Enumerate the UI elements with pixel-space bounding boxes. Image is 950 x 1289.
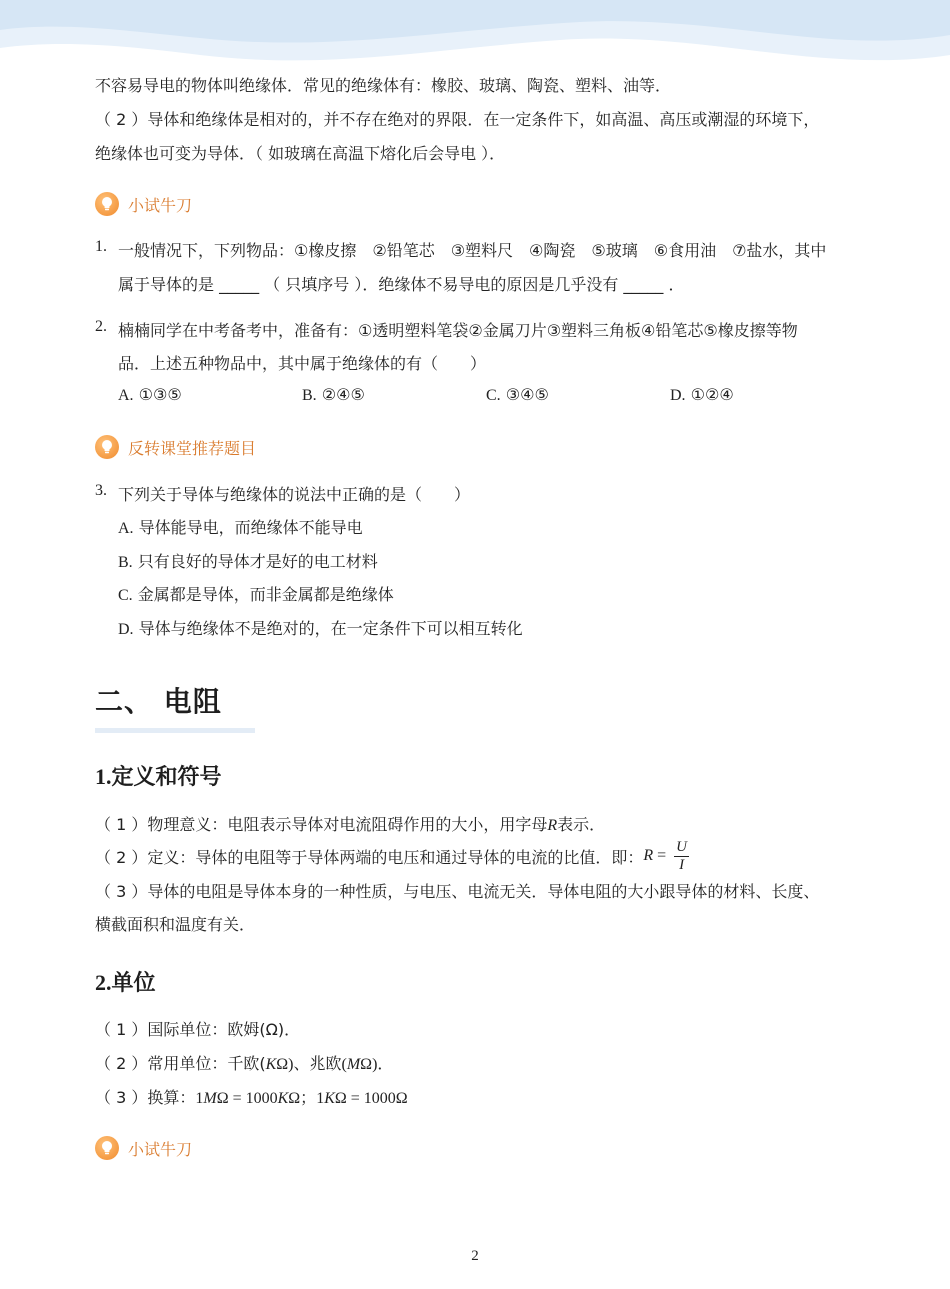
question-number: 1. [95, 238, 107, 255]
chapter-title-underline [95, 728, 255, 733]
section-title-text: 反转课堂推荐题目 [128, 438, 257, 458]
option-c[interactable]: C. 金属都是导体，而非金属都是绝缘体 [118, 585, 394, 604]
option-b[interactable]: B. ②④⑤ [302, 385, 365, 404]
section-title-text: 小试牛刀 [128, 1139, 193, 1159]
option-c[interactable]: C. ③④⑤ [486, 385, 549, 404]
question-1-line1: 一般情况下，下列物品：①橡皮擦 ②铅笔芯 ③塑料尺 ④陶瓷 ⑤玻璃 ⑥食用油 ⑦盐水，其中 [118, 241, 827, 260]
question-2-line1: 楠楠同学在中考备考中，准备有：①透明塑料笔袋②金属刀片③塑料三角板④铅笔芯⑤橡皮擦等物 [118, 321, 798, 340]
option-d[interactable]: D. ①②④ [670, 385, 734, 404]
question-number: 2. [95, 318, 107, 335]
paragraph-relative-line1: （ 2 ）导体和绝缘体是相对的，并不存在绝对的界限．在一定条件下，如高温、高压或潮湿的环境下， [95, 110, 820, 129]
section-title-practice-2 [95, 1136, 192, 1160]
definition-item-1: （ 1 ）物理意义：电阻表示导体对电流阻碍作用的大小，用字母R表示． [95, 815, 606, 834]
section-title-text: 小试牛刀 [128, 195, 193, 215]
question-2-line2: 品．上述五种物品中，其中属于绝缘体的有（ ） [118, 354, 487, 373]
option-a[interactable]: A. 导体能导电，而绝缘体不能导电 [118, 518, 363, 537]
formula-fraction: $\frac{U}{I}$ [676, 838, 688, 873]
section-title-flipped-classroom [95, 435, 256, 459]
lightbulb-icon [95, 192, 119, 216]
option-a[interactable]: A. ①③⑤ [118, 385, 182, 404]
option-d[interactable]: D. 导体与绝缘体不是绝对的，在一定条件下可以相互转化 [118, 619, 523, 638]
paragraph-relative-line2: 绝缘体也可变为导体．（ 如玻璃在高温下熔化后会导电 ）． [95, 144, 506, 163]
question-number: 3. [95, 482, 107, 499]
option-b[interactable]: B. 只有良好的导体才是好的电工材料 [118, 552, 378, 571]
formula-lhs: R [643, 847, 654, 864]
unit-item-3: （ 3 ）换算：1MΩ = 1000KΩ；1KΩ = 1000Ω [95, 1088, 408, 1107]
section-title-practice-1 [95, 192, 192, 216]
subsection-title-units: 2.单位 [95, 970, 156, 996]
definition-item-3-line2: 横截面积和温度有关． [95, 915, 256, 934]
lightbulb-icon [95, 1136, 119, 1160]
question-3-stem: 下列关于导体与绝缘体的说法中正确的是（ ） [118, 485, 471, 504]
page-number: 2 [471, 1248, 479, 1264]
chapter-title: 二、 电阻 [95, 685, 222, 718]
paragraph-insulator-definition: 不容易导电的物体叫绝缘体．常见的绝缘体有：橡胶、玻璃、陶瓷、塑料、油等． [95, 76, 672, 95]
question-1-line2: 属于导体的是 _____ （ 只填序号 ）．绝缘体不易导电的原因是几乎没有 _____ ． [118, 275, 685, 294]
formula-equals: = [657, 847, 667, 864]
unit-item-1: （ 1 ）国际单位：欧姆(Ω)． [95, 1020, 301, 1039]
header-wave-decoration [0, 0, 950, 75]
unit-item-2: （ 2 ）常用单位：千欧(KΩ)、兆欧(MΩ)． [95, 1054, 394, 1073]
definition-item-2: （ 2 ）定义：导体的电阻等于导体两端的电压和通过导体的电流的比值．即： R = $\frac{U}{I}$ [95, 838, 688, 873]
lightbulb-icon [95, 435, 119, 459]
definition-item-3-line1: （ 3 ）导体的电阻是导体本身的一种性质，与电压、电流无关．导体电阻的大小跟导体的材料、长度、 [95, 882, 820, 901]
subsection-title-definition: 1.定义和符号 [95, 764, 222, 790]
